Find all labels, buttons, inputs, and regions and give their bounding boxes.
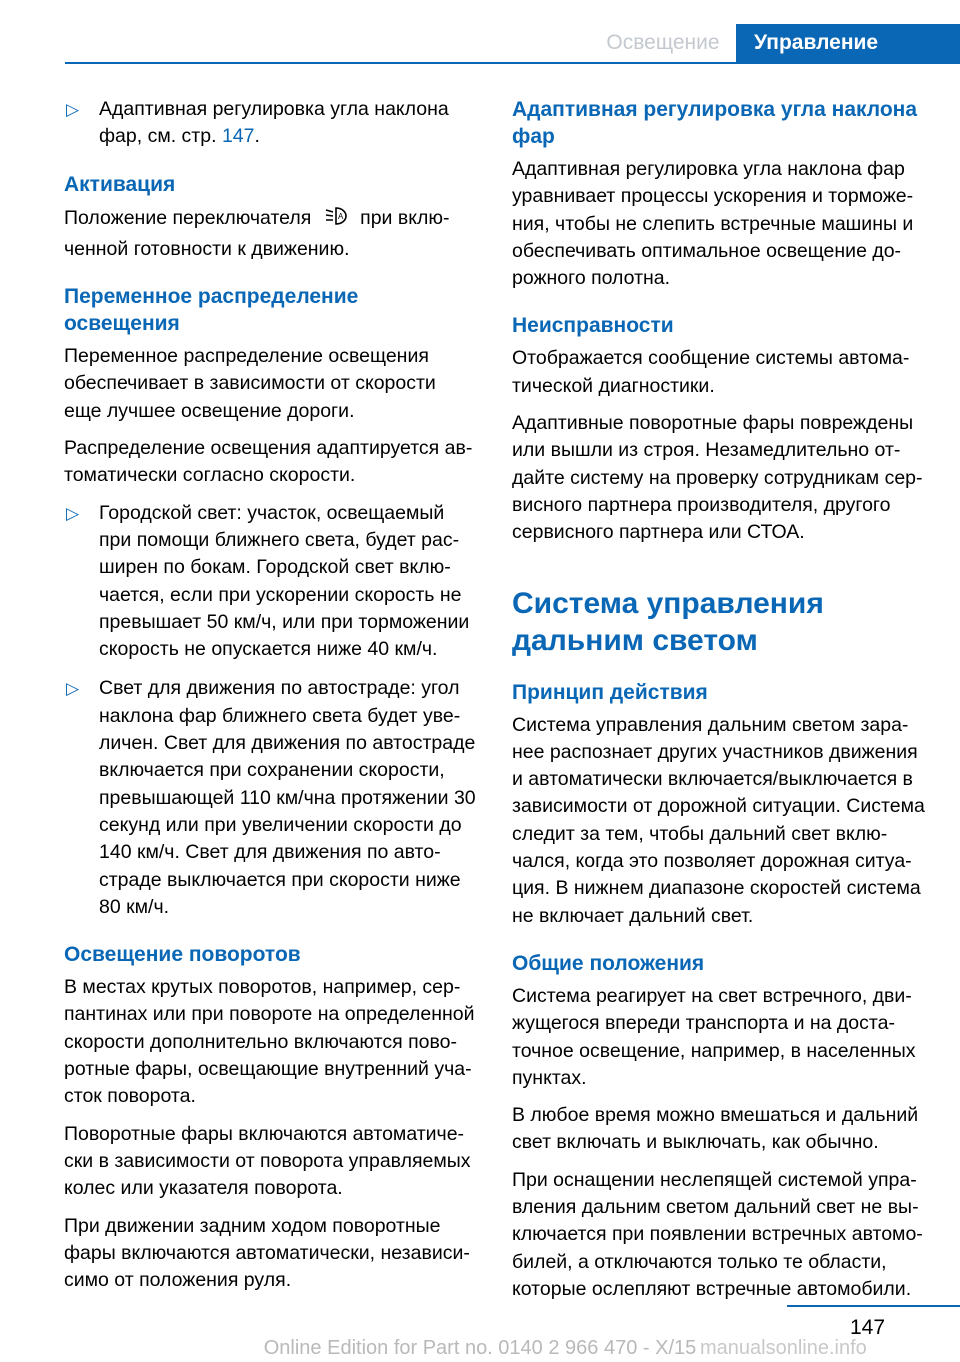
headlight-auto-icon bbox=[321, 204, 351, 236]
bullet-triangle-icon: ▷ bbox=[66, 503, 80, 523]
list-item bbox=[64, 500, 478, 664]
paragraph: Распределение освещения адаптируется ав-томатически согласно скорости. bbox=[64, 437, 473, 487]
tab-lighting[interactable]: Освещение bbox=[606, 31, 720, 54]
paragraph: Переменное распределение освещения обеспечивает в зависимости от скорости еще лучшее освещение дороги. bbox=[64, 345, 436, 422]
paragraph: Поворотные фары включаются автоматиче-ски в зависимости от поворота управляемых колес или указателя поворота. bbox=[64, 1122, 471, 1200]
heading-cornering: Освещение поворотов bbox=[64, 943, 301, 967]
paragraph: В местах крутых поворотов, например, сер-пантинах или при повороте на определенной скорости дополнительно включаются пово-ротные фары, освещающие внутренний уча-сток поворота. bbox=[64, 976, 475, 1108]
paragraph: Система управления дальним светом зара-нее распознает других участников движения и автоматически включается/выключается в зависимости от дорожной ситуации. Система следит за тем, чтобы дальний свет вклю-чался, когда это позволяет дорожная ситуа-ция. В нижнем диапазоне скоростей система не включает дальний свет. bbox=[512, 713, 925, 927]
paragraph: В любое время можно вмешаться и дальний свет включать и выключать, как обычно. bbox=[512, 1104, 919, 1154]
activation-text-a: Положение переключателя bbox=[64, 206, 312, 229]
bullet-triangle-icon: ▷ bbox=[66, 100, 80, 119]
heading-faults: Неисправности bbox=[512, 314, 674, 338]
list-item bbox=[64, 675, 478, 921]
heading-adaptive-range: Адаптивная регулировка угла наклона фар bbox=[512, 98, 918, 148]
watermark: manualsonline.info bbox=[700, 1337, 867, 1359]
heading-principle: Принцип действия bbox=[512, 680, 708, 704]
paragraph-activation bbox=[64, 204, 478, 264]
paragraph: Отображается сообщение системы автома-тической диагностики. bbox=[512, 347, 910, 397]
footer-rule bbox=[787, 1305, 960, 1307]
header-tabs bbox=[0, 24, 960, 62]
paragraph: При движении задним ходом поворотные фары включаются автоматически, независи-симо от положения руля. bbox=[64, 1214, 470, 1292]
footer-edition: Online Edition for Part no. 0140 2 966 470 - X/15 bbox=[263, 1337, 697, 1359]
heading-variable-light: Переменное распределение освещения bbox=[64, 285, 359, 336]
list-item bbox=[64, 96, 478, 151]
section-title-high-beam: Система управления дальним светом bbox=[512, 586, 824, 657]
bullet-text: Городской свет: участок, освещаемый при помощи ближнего света, будет рас-ширен по бокам. Городской свет вклю-чается, если при ускорении скорость не превышает 50 км/ч, или при торможении скорость не опускается ниже 40 км/ч. bbox=[99, 501, 470, 661]
bullet-tail: . bbox=[254, 125, 260, 148]
paragraph: Адаптивные поворотные фары повреждены или вышли из строя. Незамедлительно от-дайте систему на проверку сотрудникам сер-висного партнера производителя, другого сервисного партнера или СТОА. bbox=[512, 412, 923, 544]
bullet-text: Свет для движения по автостраде: угол наклона фар ближнего света будет уве-личен. Свет для движения по автостраде включается при сохранении скорости, превышающей 110 км/чна протяжении 30 секунд или при увеличении скорости до 140 км/ч. Свет для движения по авто-страде выключается при скорости ниже 80 км/ч. bbox=[99, 677, 476, 918]
page-link[interactable]: 147 bbox=[221, 125, 255, 148]
paragraph: Система реагирует на свет встречного, дви-жущегося впереди транспорта и на доста-точное освещение, например, в населенных пунктах. bbox=[512, 984, 916, 1089]
page-number: 147 bbox=[850, 1316, 886, 1339]
paragraph: При оснащении неслепящей системой упра-вления дальним светом дальний свет не вы-ключается при появлении встречных автомо-билей, а отключаются только те области, которые ослепляют встречные автомобили. bbox=[512, 1168, 923, 1300]
heading-general: Общие положения bbox=[512, 951, 705, 975]
bullet-triangle-icon: ▷ bbox=[66, 679, 80, 699]
paragraph: Адаптивная регулировка угла наклона фар уравнивает процессы ускорения и торможе-ния, чтобы не слепить встречные машины и обеспечивать оптимальное освещение до-рожного полотна. bbox=[512, 158, 914, 290]
tab-controls[interactable]: Управление bbox=[736, 24, 960, 62]
left-column bbox=[64, 96, 478, 1304]
right-column bbox=[512, 96, 928, 1313]
heading-activation: Активация bbox=[64, 172, 176, 196]
header-rule bbox=[65, 62, 960, 64]
svg-text:A: A bbox=[337, 211, 344, 221]
activation-text-b: при вклю-ченной готовности к движению. bbox=[64, 206, 450, 260]
bullet-text: Адаптивная регулировка угла наклона фар, см. стр. bbox=[99, 98, 449, 148]
